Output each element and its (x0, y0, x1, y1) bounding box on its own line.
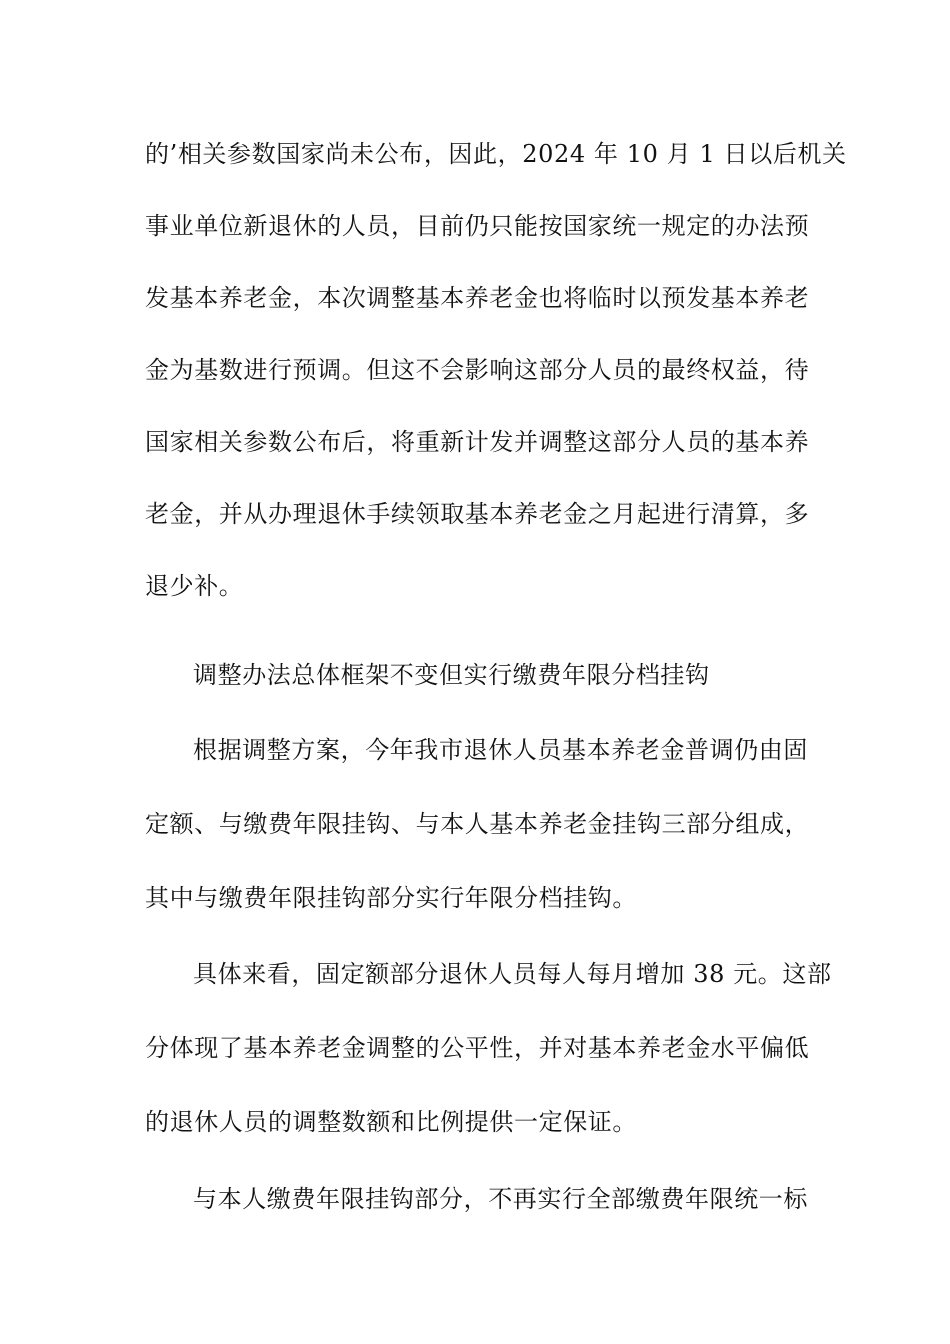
text-line: 其中与缴费年限挂钩部分实行年限分档挂钩。 (145, 884, 637, 912)
text-line: 的退休人员的调整数额和比例提供一定保证。 (145, 1108, 637, 1136)
text-line: 事业单位新退休的人员，目前仍只能按国家统一规定的办法预 (145, 212, 810, 240)
text-line: 分体现了基本养老金调整的公平性，并对基本养老金水平偏低 (145, 1034, 810, 1062)
text-line: 与本人缴费年限挂钩部分，不再实行全部缴费年限统一标 (193, 1185, 808, 1213)
text-line: 退少补。 (145, 572, 244, 600)
text-line: 定额、与缴费年限挂钩、与本人基本养老金挂钩三部分组成， (145, 810, 810, 838)
text-line: 发基本养老金，本次调整基本养老金也将临时以预发基本养老 (145, 284, 810, 312)
text-line: 的’相关参数国家尚未公布，因此，2024 年 10 月 1 日以后机关 (145, 140, 847, 168)
text-line: 国家相关参数公布后，将重新计发并调整这部分人员的基本养 (145, 428, 810, 456)
text-line: 根据调整方案，今年我市退休人员基本养老金普调仍由固 (193, 736, 808, 764)
text-line: 金为基数进行预调。但这不会影响这部分人员的最终权益，待 (145, 356, 810, 384)
text-line: 老金，并从办理退休手续领取基本养老金之月起进行清算，多 (145, 500, 810, 528)
text-line: 具体来看，固定额部分退休人员每人每月增加 38 元。这部 (193, 960, 832, 988)
section-heading: 调整办法总体框架不变但实行缴费年限分档挂钩 (193, 661, 710, 689)
